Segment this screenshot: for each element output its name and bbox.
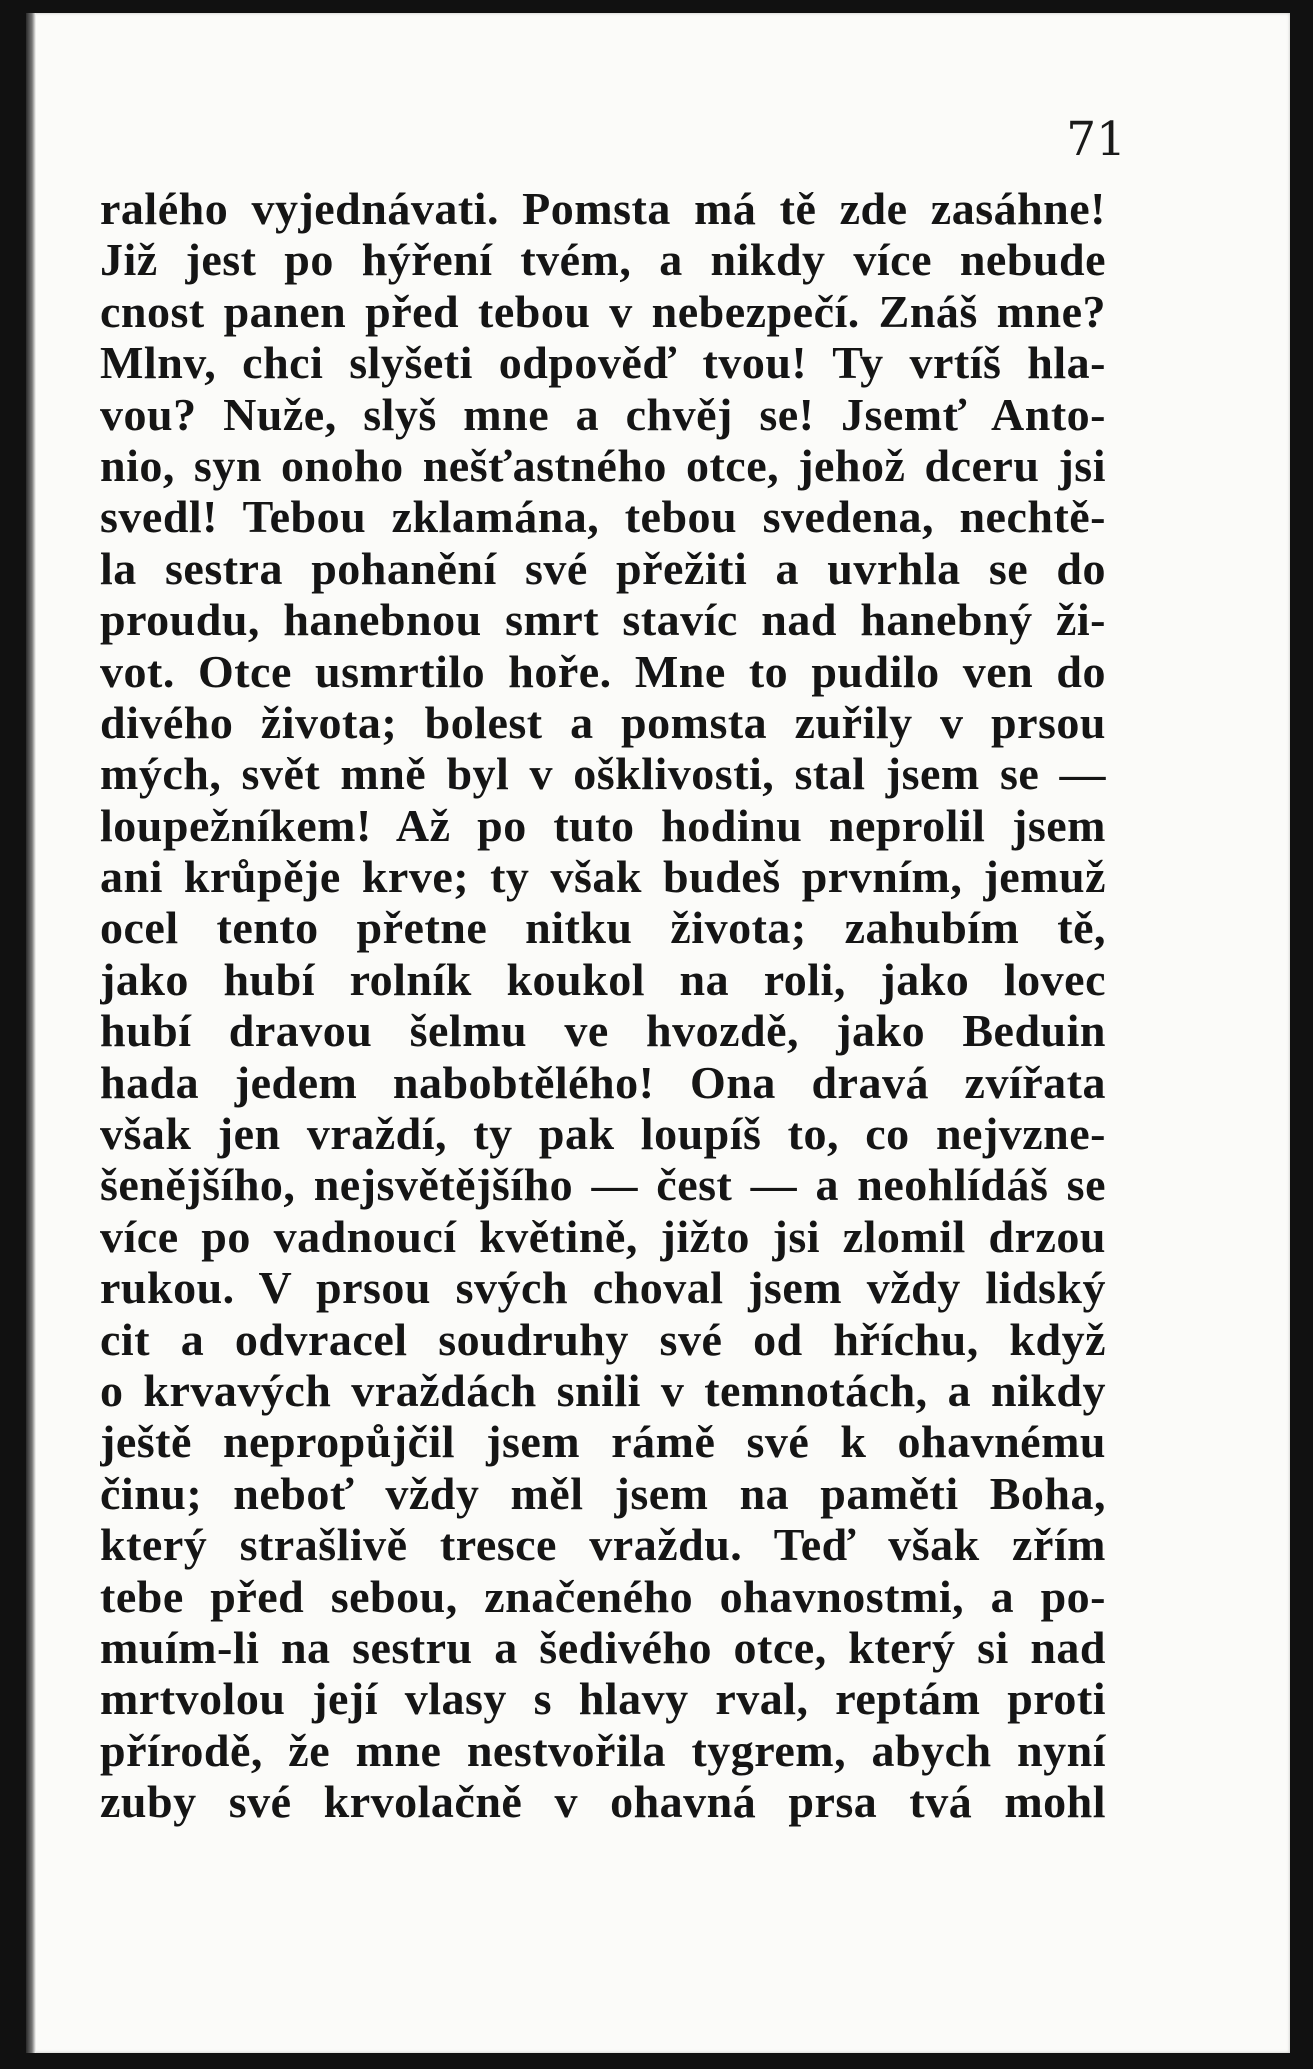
text-line: více po vadnoucí květině, jižto jsi zlomil drzou: [100, 1210, 1106, 1262]
body-text: [100, 183, 1106, 1828]
text-line: nio, syn onoho nešťastného otce, jehož dceru jsi: [100, 439, 1106, 491]
text-line: šenějšího, nejsvětějšího — čest — a neohlídáš se: [100, 1159, 1106, 1211]
text-line: vou? Nuže, slyš mne a chvěj se! Jsemť Anto-: [100, 388, 1106, 440]
text-line: hada jedem nabobtělého! Ona dravá zvířata: [100, 1056, 1106, 1108]
text-line: o krvavých vraždách snili v temnotách, a nikdy: [100, 1364, 1106, 1416]
text-line: ocel tento přetne nitku života; zahubím tě,: [100, 902, 1106, 954]
text-line: muím-li na sestru a šedivého otce, který si nad: [100, 1621, 1106, 1673]
text-line: jako hubí rolník koukol na roli, jako lovec: [100, 953, 1106, 1005]
text-line: cnost panen před tebou v nebezpečí. Znáš mne?: [100, 285, 1106, 337]
text-line: Již jest po hýření tvém, a nikdy více nebude: [100, 234, 1106, 286]
text-line: hubí dravou šelmu ve hvozdě, jako Beduin: [100, 1005, 1106, 1057]
text-line: Mlnv, chci slyšeti odpověď tvou! Ty vrtíš hla-: [100, 337, 1106, 389]
text-line: proudu, hanebnou smrt stavíc nad hanebný ži-: [100, 594, 1106, 646]
text-line: přírodě, že mne nestvořila tygrem, abych nyní: [100, 1724, 1106, 1776]
text-line: ralého vyjednávati. Pomsta má tě zde zasáhne!: [100, 183, 1106, 234]
page-binding-edge: [26, 13, 36, 2053]
book-page: [26, 13, 1290, 2053]
text-line: loupežníkem! Až po tuto hodinu neprolil jsem: [100, 799, 1106, 851]
text-line: ani krůpěje krve; ty však budeš prvním, jemuž: [100, 851, 1106, 903]
text-line: divého života; bolest a pomsta zuřily v prsou: [100, 696, 1106, 748]
text-line: ještě nepropůjčil jsem rámě své k ohavnému: [100, 1416, 1106, 1468]
text-line: činu; neboť vždy měl jsem na paměti Boha,: [100, 1467, 1106, 1519]
page-number: 71: [1066, 112, 1126, 167]
text-line: který strašlivě tresce vraždu. Teď však zřím: [100, 1519, 1106, 1571]
text-line: rukou. V prsou svých choval jsem vždy lidský: [100, 1262, 1106, 1314]
text-line: mrtvolou její vlasy s hlavy rval, reptám proti: [100, 1673, 1106, 1725]
text-line: svedl! Tebou zklamána, tebou svedena, nechtě-: [100, 491, 1106, 543]
text-line: mých, svět mně byl v ošklivosti, stal jsem se —: [100, 748, 1106, 800]
text-line: la sestra pohanění své přežiti a uvrhla se do: [100, 542, 1106, 594]
text-line: vot. Otce usmrtilo hoře. Mne to pudilo ven do: [100, 645, 1106, 697]
text-line: cit a odvracel soudruhy své od hříchu, když: [100, 1313, 1106, 1365]
text-line: zuby své krvolačně v ohavná prsa tvá mohl: [100, 1776, 1106, 1828]
text-line: však jen vraždí, ty pak loupíš to, co nejvzne-: [100, 1108, 1106, 1160]
text-line: tebe před sebou, značeného ohavnostmi, a po-: [100, 1570, 1106, 1622]
